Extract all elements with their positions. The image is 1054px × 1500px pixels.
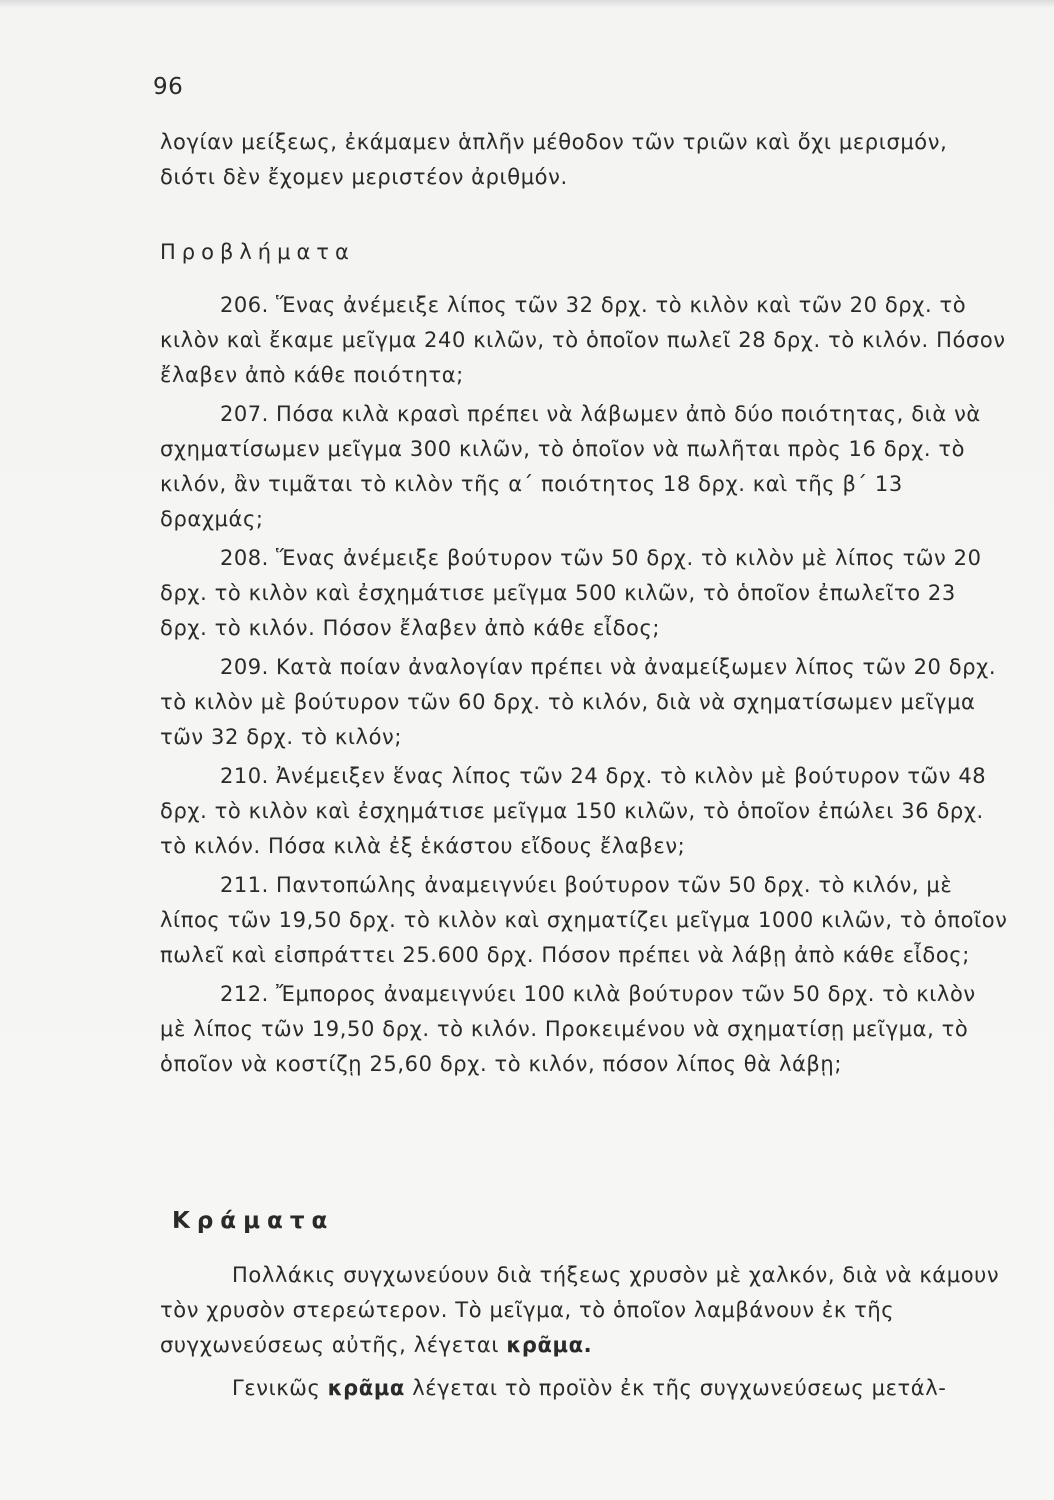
problem-number: 207. (220, 402, 269, 426)
alloys-heading: Κράματα (172, 1208, 335, 1234)
problems-list (160, 288, 1008, 1086)
problem-number: 211. (220, 873, 269, 897)
problem-206 (160, 288, 1008, 393)
problem-text: Ἔμπορος ἀναμειγνύει 100 κιλὰ βούτυρον τῶν 50 δρχ. τὸ κιλὸν μὲ λίπος τῶν 19,50 δρχ. τὸ κιλόν. Προκειμένου νὰ σχηματίσῃ μεῖγμα, τὸ ὁποῖον νὰ κοστίζῃ 25,60 δρχ. τὸ κιλόν, πόσον λίπος θὰ λάβῃ; (160, 982, 976, 1076)
problem-208 (160, 541, 1008, 646)
alloys-section (160, 1258, 1008, 1414)
alloys-para1-text: Πολλάκις συγχωνεύουν διὰ τήξεως χρυσὸν μὲ χαλκόν, διὰ νὰ κάμουν τὸν χρυσὸν στερεώτερον. Τὸ μεῖγμα, τὸ ὁποῖον λαμβάνουν ἐκ τῆς συγχωνεύσεως αὐτῆς, λέγεται (160, 1263, 1000, 1357)
problem-number: 209. (220, 655, 269, 679)
problem-text: Ἕνας ἀνέμειξε βούτυρον τῶν 50 δρχ. τὸ κιλὸν μὲ λίπος τῶν 20 δρχ. τὸ κιλὸν καὶ ἐσχημάτισε μεῖγμα 500 κιλῶν, τὸ ὁποῖον ἐπωλεῖτο 23 δρχ. τὸ κιλόν. Πόσον ἔλαβεν ἀπὸ κάθε εἶδος; (160, 546, 982, 640)
alloys-para2-start: Γενικῶς (232, 1376, 328, 1400)
alloys-paragraph-2 (160, 1371, 1008, 1406)
problem-text: Παντοπώλης ἀναμειγνύει βούτυρον τῶν 50 δρχ. τὸ κιλόν, μὲ λίπος τῶν 19,50 δρχ. τὸ κιλὸν καὶ σχηματίζει μεῖγμα 1000 κιλῶν, τὸ ὁποῖον πωλεῖ καὶ εἰσπράττει 25.600 δρχ. Πόσον πρέπει νὰ λάβῃ ἀπὸ κάθε εἶδος; (160, 873, 1008, 967)
alloys-term: κρᾶμα. (506, 1333, 593, 1357)
problem-number: 206. (220, 293, 269, 317)
problems-heading: Προβλήματα (160, 240, 355, 264)
problem-text: Ἕνας ἀνέμειξε λίπος τῶν 32 δρχ. τὸ κιλὸν καὶ τῶν 20 δρχ. τὸ κιλὸν καὶ ἔκαμε μεῖγμα 240 κιλῶν, τὸ ὁποῖον πωλεῖ 28 δρχ. τὸ κιλόν. Πόσον ἔλαβεν ἀπὸ κάθε ποιότητα; (160, 293, 1006, 387)
problem-text: Κατὰ ποίαν ἀναλογίαν πρέπει νὰ ἀναμείξωμεν λίπος τῶν 20 δρχ. τὸ κιλὸν μὲ βούτυρον τῶν 60 δρχ. τὸ κιλόν, διὰ νὰ σχηματίσωμεν μεῖγμα τῶν 32 δρχ. τὸ κιλόν; (160, 655, 997, 749)
problem-209 (160, 650, 1008, 755)
problem-212 (160, 977, 1008, 1082)
problem-text: Ἀνέμειξεν ἕνας λίπος τῶν 24 δρχ. τὸ κιλὸν μὲ βούτυρον τῶν 48 δρχ. τὸ κιλὸν καὶ ἐσχημάτισε μεῖγμα 150 κιλῶν, τὸ ὁποῖον ἐπώλει 36 δρχ. τὸ κιλόν. Πόσα κιλὰ ἐξ ἑκάστου εἴδους ἔλαβεν; (160, 764, 987, 858)
page-number: 96 (153, 74, 184, 100)
alloys-paragraph-1 (160, 1258, 1008, 1363)
intro-paragraph (160, 125, 1008, 195)
problem-text: Πόσα κιλὰ κρασὶ πρέπει νὰ λάβωμεν ἀπὸ δύο ποιότητας, διὰ νὰ σχηματίσωμεν μεῖγμα 300 κιλῶν, τὸ ὁποῖον νὰ πωλῆται πρὸς 16 δρχ. τὸ κιλόν, ἂν τιμᾶται τὸ κιλὸν τῆς α΄ ποιότητος 18 δρχ. καὶ τῆς β΄ 13 δραχμάς; (160, 402, 981, 531)
intro-text: λογίαν μείξεως, ἐκάμαμεν ἁπλῆν μέθοδον τῶν τριῶν καὶ ὄχι μερισμόν, διότι δὲν ἔχομεν μεριστέον ἀριθμόν. (160, 130, 948, 189)
problem-number: 212. (220, 982, 269, 1006)
problem-207 (160, 397, 1008, 537)
problem-210 (160, 759, 1008, 864)
problem-211 (160, 868, 1008, 973)
alloys-term-2: κρᾶμα (327, 1376, 405, 1400)
alloys-para2-end: λέγεται τὸ προϊὸν ἐκ τῆς συγχωνεύσεως μετάλ- (404, 1376, 947, 1400)
problem-number: 210. (220, 764, 269, 788)
problem-number: 208. (220, 546, 269, 570)
